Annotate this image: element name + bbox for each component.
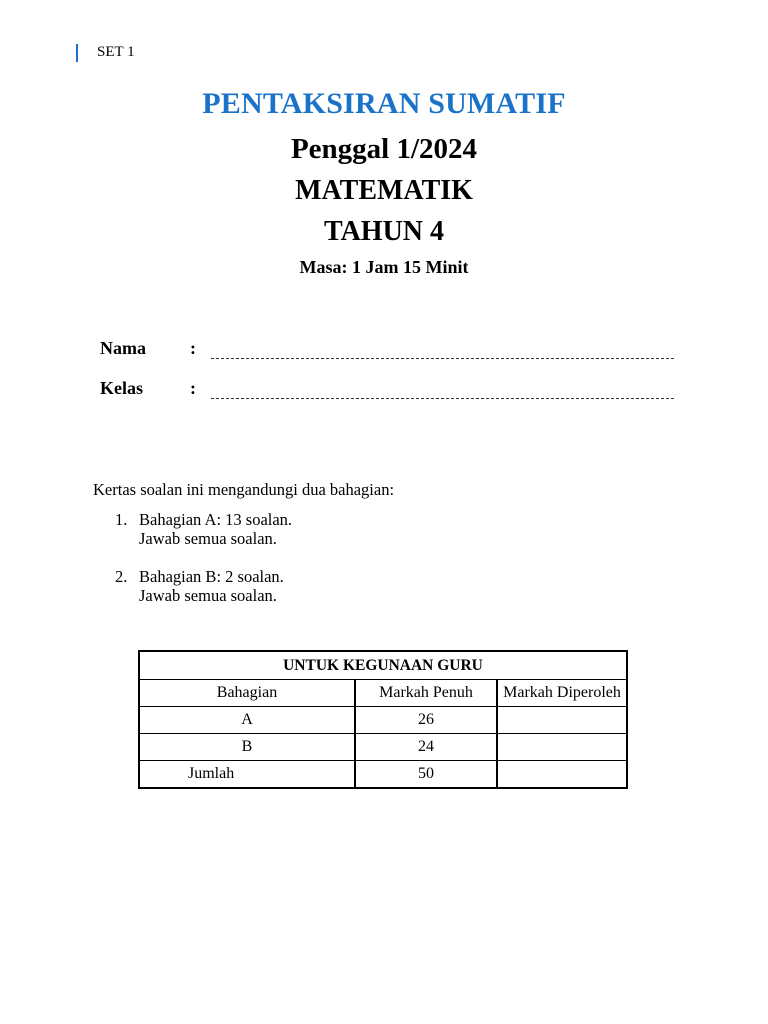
cell-jumlah-label: Jumlah <box>139 761 355 789</box>
exam-year: TAHUN 4 <box>323 216 445 247</box>
nama-input-line[interactable] <box>211 358 674 359</box>
cell-markah-diperoleh[interactable] <box>497 734 627 761</box>
cell-jumlah-penuh: 50 <box>355 761 497 789</box>
table-row-total <box>139 761 627 789</box>
cell-markah-penuh: 26 <box>355 707 497 734</box>
table-row <box>139 734 627 761</box>
header-bahagian: Bahagian <box>139 680 355 707</box>
cell-jumlah-diperoleh[interactable] <box>497 761 627 789</box>
nama-label: Nama <box>100 338 146 358</box>
cell-bahagian: A <box>139 707 355 734</box>
kelas-label: Kelas <box>100 378 143 398</box>
teacher-marks-table <box>138 650 628 789</box>
table-header-row <box>139 680 627 707</box>
cell-markah-diperoleh[interactable] <box>497 707 627 734</box>
cell-bahagian: B <box>139 734 355 761</box>
list-item-number: 2. <box>115 567 128 586</box>
exam-term: Penggal 1/2024 <box>290 133 478 165</box>
list-item-text: Bahagian B: 2 soalan. Jawab semua soalan. <box>139 567 284 605</box>
exam-duration: Masa: 1 Jam 15 Minit <box>299 257 469 277</box>
exam-subject: MATEMATIK <box>295 175 473 206</box>
table-title-row <box>139 651 627 680</box>
set-marker-bar <box>76 44 78 62</box>
nama-colon: : <box>190 338 196 358</box>
list-item-number: 1. <box>115 510 128 529</box>
cell-markah-penuh: 24 <box>355 734 497 761</box>
exam-title: PENTAKSIRAN SUMATIF <box>202 87 566 120</box>
instructions-intro: Kertas soalan ini mengandungi dua bahagian: <box>93 480 395 499</box>
table-title: UNTUK KEGUNAAN GURU <box>139 651 627 680</box>
header-markah-diperoleh: Markah Diperoleh <box>497 680 627 707</box>
kelas-colon: : <box>190 378 196 398</box>
header-markah-penuh: Markah Penuh <box>355 680 497 707</box>
set-label: SET 1 <box>97 44 135 60</box>
table-row <box>139 707 627 734</box>
list-item-text: Bahagian A: 13 soalan. Jawab semua soalan. <box>139 510 293 548</box>
kelas-input-line[interactable] <box>211 398 674 399</box>
